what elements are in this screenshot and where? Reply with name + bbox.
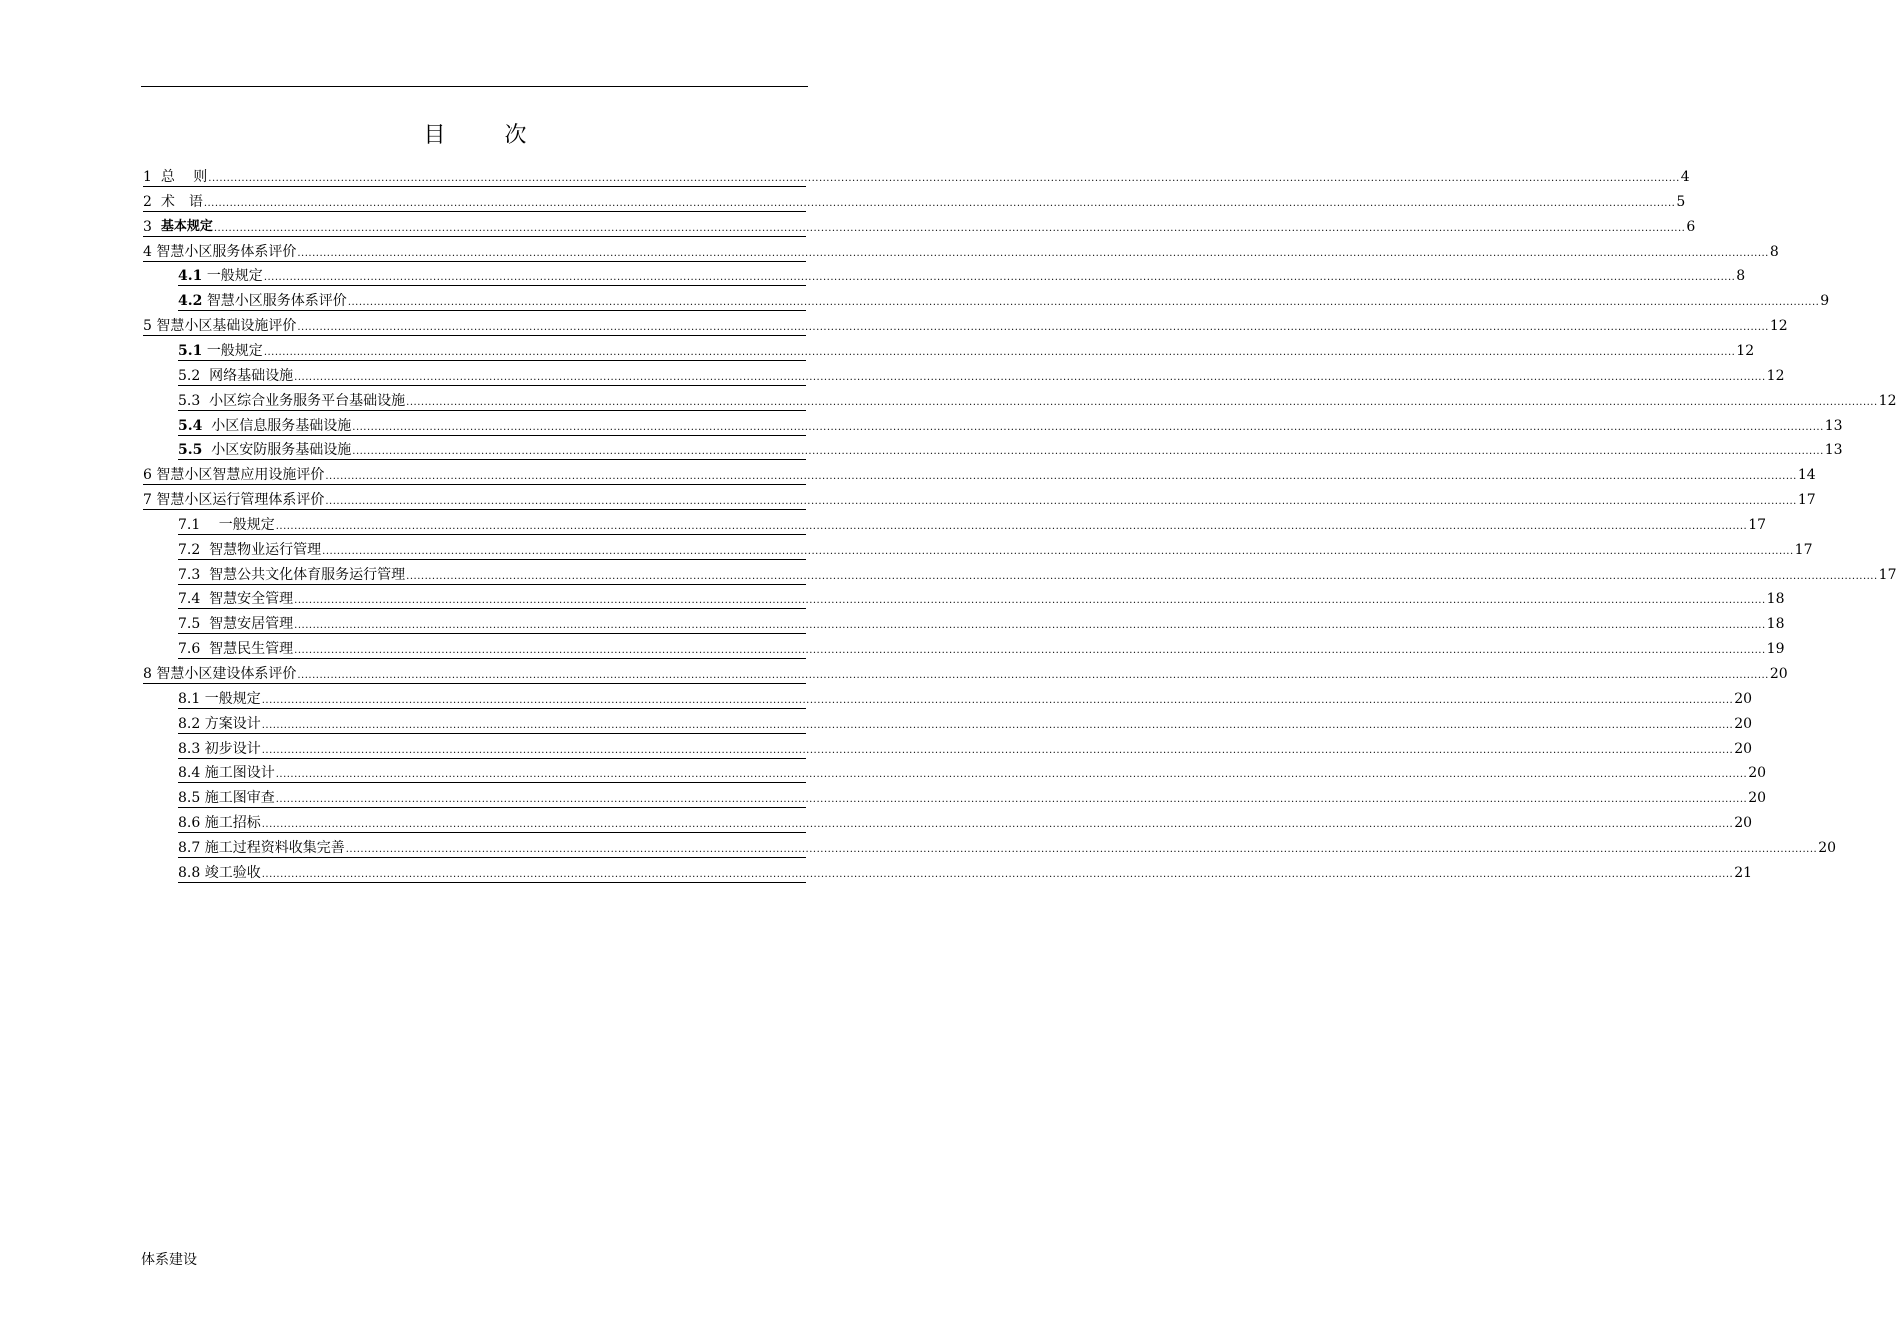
toc-entry-label: 施工图设计 [204, 765, 275, 781]
toc-leader-dots: ................................................................................................................................................................................................................................................................................................................................................................................................................ [345, 844, 1818, 855]
toc-entry[interactable] [143, 316, 1788, 336]
toc-entry-label: 智慧公共文化体育服务运行管理 [209, 567, 406, 583]
toc-entry[interactable] [178, 739, 1753, 759]
toc-leader-dots: ................................................................................................................................................................................................................................................................................................................................................................................................................ [203, 198, 1676, 209]
toc-entry[interactable] [143, 242, 1779, 262]
toc-entry-number: 7 [143, 492, 152, 508]
toc-entry[interactable] [178, 540, 1813, 560]
toc-entry-page: 17 [1748, 517, 1767, 533]
toc-entry-label: 一般规定 [206, 343, 263, 359]
toc-entry-gap [200, 368, 209, 384]
toc-entry-label: 网络基础设施 [209, 368, 294, 384]
toc-entry-number: 8.1 [178, 691, 201, 707]
toc-entry[interactable] [178, 639, 1785, 659]
toc-entry-number: 5.5 [178, 442, 203, 458]
toc-entry-label: 智慧物业运行管理 [209, 542, 322, 558]
toc-entry-page: 13 [1824, 442, 1843, 458]
toc-entry-label: 智慧小区服务体系评价 [206, 293, 347, 309]
toc-entry-label: 一般规定 [218, 517, 275, 533]
toc-entry-gap [200, 567, 209, 583]
toc-entry[interactable] [178, 440, 1843, 460]
toc-entry-number: 8.8 [178, 865, 201, 881]
toc-entry-page: 20 [1818, 840, 1837, 856]
toc-entry-number: 8.3 [178, 741, 201, 757]
toc-entry-label: 一般规定 [204, 691, 261, 707]
toc-leader-dots: ................................................................................................................................................................................................................................................................................................................................................................................................................ [294, 620, 1766, 631]
toc-leader-dots: ................................................................................................................................................................................................................................................................................................................................................................................................................ [261, 745, 1734, 756]
toc-entry-label: 智慧安全管理 [209, 591, 294, 607]
toc-entry[interactable] [143, 217, 1696, 237]
toc-leader-dots: ................................................................................................................................................................................................................................................................................................................................................................................................................ [261, 869, 1734, 880]
toc-entry[interactable] [178, 788, 1767, 808]
toc-entry[interactable] [178, 763, 1767, 783]
toc-entry-label: 小区综合业务服务平台基础设施 [209, 393, 406, 409]
toc-entry-label: 初步设计 [204, 741, 261, 757]
toc-entry-number: 4.1 [178, 268, 203, 284]
toc-entry-page: 14 [1797, 467, 1816, 483]
toc-entry-page: 21 [1734, 865, 1753, 881]
toc-entry-gap [152, 219, 161, 235]
toc-entry-page: 12 [1878, 393, 1896, 409]
toc-entry-page: 4 [1680, 169, 1690, 185]
toc-leader-dots: ................................................................................................................................................................................................................................................................................................................................................................................................................ [294, 645, 1766, 656]
toc-leader-dots: ................................................................................................................................................................................................................................................................................................................................................................................................................ [297, 322, 1769, 333]
toc-entry-page: 18 [1766, 591, 1785, 607]
toc-entry-number: 5.1 [178, 343, 203, 359]
toc-leader-dots: ................................................................................................................................................................................................................................................................................................................................................................................................................ [263, 272, 1736, 283]
toc-entry-label: 智慧小区运行管理体系评价 [156, 492, 325, 508]
toc-leader-dots: ................................................................................................................................................................................................................................................................................................................................................................................................................ [261, 695, 1734, 706]
toc-entry[interactable] [143, 490, 1816, 510]
toc-entry-number: 7.6 [178, 641, 201, 657]
toc-entry[interactable] [178, 515, 1767, 535]
toc-leader-dots: ................................................................................................................................................................................................................................................................................................................................................................................................................ [261, 819, 1734, 830]
toc-entry[interactable] [178, 714, 1753, 734]
toc-entry-number: 4 [143, 244, 152, 260]
toc-leader-dots: ................................................................................................................................................................................................................................................................................................................................................................................................................ [322, 546, 1794, 557]
toc-entry[interactable] [178, 589, 1785, 609]
toc-entry-label: 智慧小区建设体系评价 [156, 666, 297, 682]
toc-leader-dots: ................................................................................................................................................................................................................................................................................................................................................................................................................ [297, 670, 1769, 681]
toc-entry-page: 5 [1676, 194, 1686, 210]
toc-leader-dots: ................................................................................................................................................................................................................................................................................................................................................................................................................ [406, 571, 1878, 582]
toc-entry[interactable] [178, 366, 1785, 386]
toc-entry-page: 8 [1736, 268, 1746, 284]
toc-entry-label: 竣工验收 [204, 865, 261, 881]
toc-entry-page: 20 [1769, 666, 1788, 682]
toc-entry-number: 3 [143, 219, 152, 235]
toc-entry-gap [202, 418, 211, 434]
toc-leader-dots: ................................................................................................................................................................................................................................................................................................................................................................................................................ [275, 794, 1748, 805]
toc-entry-page: 12 [1736, 343, 1755, 359]
toc-leader-dots: ................................................................................................................................................................................................................................................................................................................................................................................................................ [352, 422, 1824, 433]
toc-entry-label: 小区信息服务基础设施 [211, 418, 352, 434]
toc-entry-number: 4.2 [178, 293, 203, 309]
toc-entry-gap [200, 393, 209, 409]
toc-entry-label: 智慧小区服务体系评价 [156, 244, 297, 260]
toc-entry-page: 18 [1766, 616, 1785, 632]
toc-entry-page: 17 [1794, 542, 1813, 558]
toc-entry-gap [200, 641, 209, 657]
toc-entry-page: 20 [1734, 815, 1753, 831]
toc-entry-label: 一般规定 [206, 268, 263, 284]
toc-entry-number: 7.2 [178, 542, 201, 558]
toc-entry-number: 1 [143, 169, 152, 185]
toc-leader-dots: ................................................................................................................................................................................................................................................................................................................................................................................................................ [208, 173, 1680, 184]
toc-entry-number: 2 [143, 194, 152, 210]
toc-leader-dots: ................................................................................................................................................................................................................................................................................................................................................................................................................ [294, 372, 1766, 383]
toc-entry-label: 智慧小区基础设施评价 [156, 318, 297, 334]
toc-entry[interactable] [178, 266, 1746, 286]
toc-entry[interactable] [143, 664, 1788, 684]
toc-entry-gap [202, 442, 211, 458]
toc-entry-label: 智慧民生管理 [209, 641, 294, 657]
toc-entry-page: 20 [1734, 716, 1753, 732]
toc-entry-label: 施工图审查 [204, 790, 275, 806]
toc-entry[interactable] [178, 391, 1896, 411]
toc-leader-dots: ................................................................................................................................................................................................................................................................................................................................................................................................................ [325, 471, 1797, 482]
toc-entry-gap [200, 517, 218, 533]
toc-entry-page: 20 [1734, 691, 1753, 707]
toc-entry-page: 12 [1766, 368, 1785, 384]
toc-entry-label: 总 则 [160, 169, 208, 185]
toc-leader-dots: ................................................................................................................................................................................................................................................................................................................................................................................................................ [406, 397, 1878, 408]
toc-leader-dots: ................................................................................................................................................................................................................................................................................................................................................................................................................ [325, 496, 1797, 507]
toc-entry-page: 17 [1878, 567, 1896, 583]
toc-entry-label: 方案设计 [204, 716, 261, 732]
toc-entry-label: 施工招标 [204, 815, 261, 831]
toc-entry-number: 5.4 [178, 418, 203, 434]
toc-entry-label: 术 语 [160, 194, 203, 210]
toc-entry-gap [152, 194, 161, 210]
toc-entry-page: 20 [1748, 765, 1767, 781]
toc-entry-number: 7.5 [178, 616, 201, 632]
toc-entry-number: 8.5 [178, 790, 201, 806]
toc-entry-number: 7.1 [178, 517, 201, 533]
toc-entry[interactable] [178, 614, 1785, 634]
toc-entry-label: 施工过程资料收集完善 [204, 840, 345, 856]
page-title: 目 次 [423, 123, 553, 148]
toc-entry-label: 智慧小区智慧应用设施评价 [156, 467, 325, 483]
toc-entry-number: 8.7 [178, 840, 201, 856]
toc-entry-page: 9 [1820, 293, 1830, 309]
toc-entry-gap [152, 169, 161, 185]
toc-entry[interactable] [143, 465, 1816, 485]
toc-entry[interactable] [143, 167, 1690, 187]
toc-leader-dots: ................................................................................................................................................................................................................................................................................................................................................................................................................ [297, 248, 1769, 259]
toc-entry-page: 12 [1769, 318, 1788, 334]
toc-leader-dots: ................................................................................................................................................................................................................................................................................................................................................................................................................ [213, 223, 1686, 234]
toc-entry[interactable] [178, 838, 1837, 858]
toc-entry-gap [200, 591, 209, 607]
toc-entry-page: 13 [1824, 418, 1843, 434]
toc-entry-page: 8 [1769, 244, 1779, 260]
toc-entry[interactable] [178, 813, 1753, 833]
toc-entry-number: 6 [143, 467, 152, 483]
toc-leader-dots: ................................................................................................................................................................................................................................................................................................................................................................................................................ [347, 297, 1820, 308]
page-footer: 体系建设 [141, 1252, 197, 1268]
toc-entry-number: 8.2 [178, 716, 201, 732]
toc-entry[interactable] [178, 863, 1753, 883]
toc-entry-number: 8.6 [178, 815, 201, 831]
toc-entry-number: 7.4 [178, 591, 201, 607]
toc-entry-page: 17 [1797, 492, 1816, 508]
toc-entry-page: 19 [1766, 641, 1785, 657]
toc-leader-dots: ................................................................................................................................................................................................................................................................................................................................................................................................................ [275, 769, 1748, 780]
toc-entry-number: 5.2 [178, 368, 201, 384]
toc-entry-number: 8 [143, 666, 152, 682]
toc-entry-number: 8.4 [178, 765, 201, 781]
toc-entry[interactable] [178, 291, 1830, 311]
toc-entry[interactable] [178, 565, 1896, 585]
toc-entry-number: 7.3 [178, 567, 201, 583]
toc-entry-gap [200, 542, 209, 558]
toc-entry[interactable] [143, 192, 1686, 212]
toc-entry-page: 20 [1734, 741, 1753, 757]
toc-entry-page: 6 [1686, 219, 1696, 235]
toc-entry-number: 5.3 [178, 393, 201, 409]
toc-entry-page: 20 [1748, 790, 1767, 806]
toc-entry-number: 5 [143, 318, 152, 334]
toc-leader-dots: ................................................................................................................................................................................................................................................................................................................................................................................................................ [275, 521, 1748, 532]
toc-entry-label: 智慧安居管理 [209, 616, 294, 632]
toc-leader-dots: ................................................................................................................................................................................................................................................................................................................................................................................................................ [263, 347, 1736, 358]
toc-leader-dots: ................................................................................................................................................................................................................................................................................................................................................................................................................ [352, 446, 1824, 457]
toc-leader-dots: ................................................................................................................................................................................................................................................................................................................................................................................................................ [294, 595, 1766, 606]
toc-leader-dots: ................................................................................................................................................................................................................................................................................................................................................................................................................ [261, 720, 1734, 731]
toc-entry-gap [200, 616, 209, 632]
toc-entry[interactable] [178, 416, 1843, 436]
toc-entry-label: 基本规定 [160, 219, 213, 234]
toc-entry-label: 小区安防服务基础设施 [211, 442, 352, 458]
toc-entry[interactable] [178, 341, 1755, 361]
toc-entry[interactable] [178, 689, 1753, 709]
